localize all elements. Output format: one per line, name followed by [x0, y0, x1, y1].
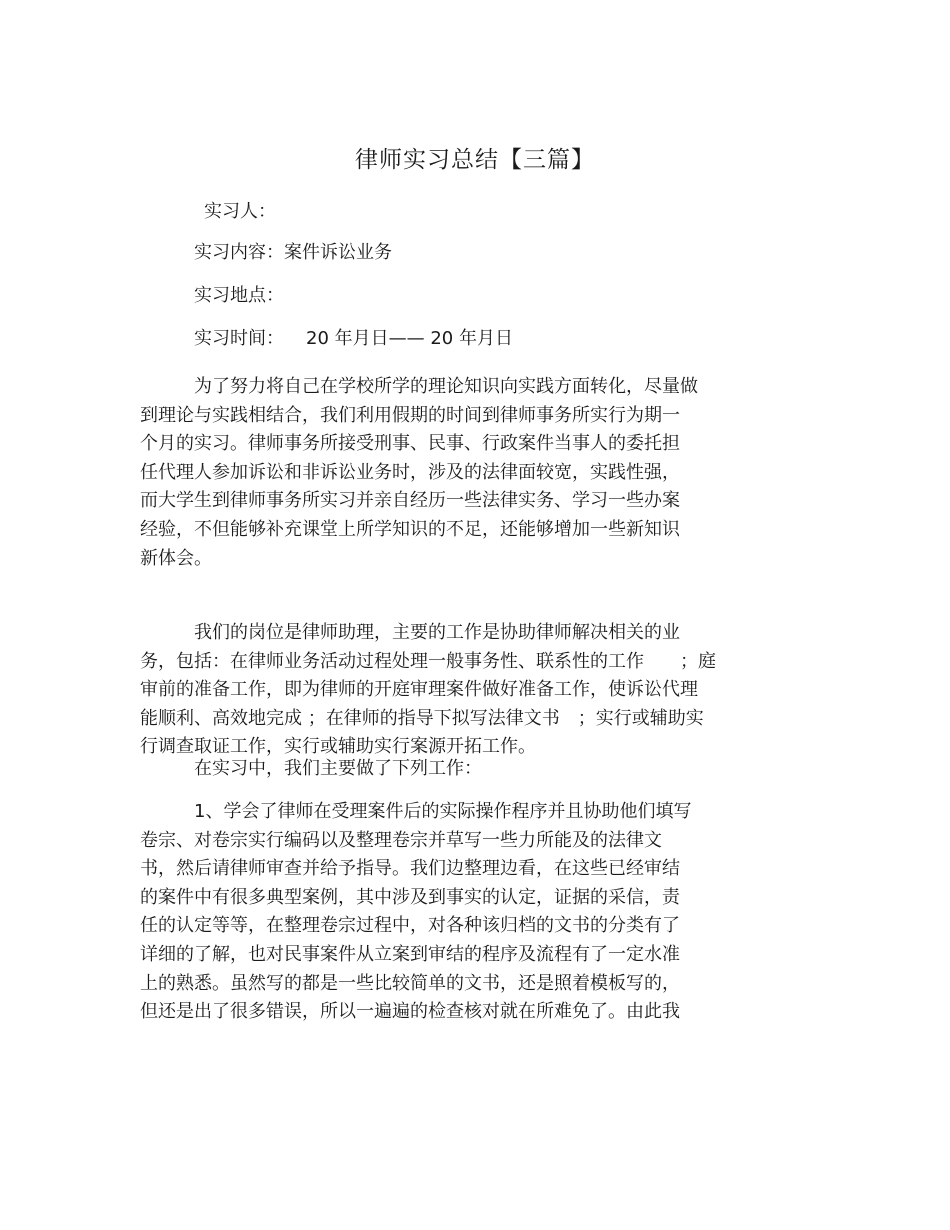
meta-time — [194, 326, 513, 352]
paragraph-line: 任代理人参加诉讼和非诉讼业务时，涉及的法律面较宽，实践性强， — [140, 461, 680, 483]
paragraph-4 — [140, 798, 691, 1027]
meta-content: 实习内容：案件诉讼业务 — [194, 242, 392, 263]
paragraph-line: 的案件中有很多典型案例，其中涉及到事实的认定，证据的采信，责 — [140, 886, 680, 908]
meta-time-label: 实习时间： — [194, 328, 284, 349]
paragraph-line: 为了努力将自己在学校所学的理论知识向实践方面转化，尽量做 — [194, 376, 698, 397]
meta-time-value: 20 年月日—— 20 年月日 — [306, 328, 513, 349]
paragraph-2 — [140, 619, 716, 762]
paragraph-line: 任的认定等等，在整理卷宗过程中，对各种该归档的文书的分类有了 — [140, 915, 680, 937]
paragraph-line: 但还是出了很多错误，所以一遍遍的检查核对就在所难免了。由此我 — [140, 1001, 680, 1023]
paragraph-line: 我们的岗位是律师助理，主要的工作是协助律师解决相关的业 — [194, 622, 680, 643]
paragraph-line: 能顺利、高效地完成 ；在律师的指导下拟写法律文书 ；实行或辅助实 — [140, 707, 704, 729]
paragraph-line: 审前的准备工作，即为律师的开庭审理案件做好准备工作，使诉讼代理 — [140, 679, 698, 701]
paragraph-line: 到理论与实践相结合，我们利用假期的时间到律师事务所实行为期一 — [140, 404, 680, 426]
paragraph-3 — [140, 755, 482, 784]
paragraph-line: 1、学会了律师在受理案件后的实际操作程序并且协助他们填写 — [194, 801, 692, 822]
document-title: 律师实习总结【三篇】 — [355, 147, 595, 173]
paragraph-line: 卷宗、对卷宗实行编码以及整理卷宗并草写一些力所能及的法律文 — [140, 829, 662, 851]
paragraph-line: 而大学生到律师事务所实习并亲自经历一些法律实务、学习一些办案 — [140, 490, 680, 512]
paragraph-line: 行调查取证工作，实行或辅助实行案源开拓工作。 — [140, 736, 536, 758]
meta-intern: 实习人： — [204, 201, 276, 222]
paragraph-line: 务，包括：在律师业务活动过程处理一般事务性、联系性的工作 ；庭 — [140, 650, 716, 672]
paragraph-line: 在实习中，我们主要做了下列工作： — [194, 758, 482, 779]
paragraph-line: 新体会。 — [140, 547, 212, 569]
paragraph-line: 详细的了解，也对民事案件从立案到审结的程序及流程有了一定水准 — [140, 943, 680, 965]
meta-location: 实习地点： — [194, 285, 284, 306]
paragraph-line: 书，然后请律师审查并给予指导。我们边整理边看，在这些已经审结 — [140, 858, 680, 880]
paragraph-1 — [140, 373, 698, 573]
paragraph-line: 个月的实习。律师事务所接受刑事、民事、行政案件当事人的委托担 — [140, 433, 680, 455]
paragraph-line: 上的熟悉。虽然写的都是一些比较简单的文书，还是照着模板写的， — [140, 972, 680, 994]
paragraph-line: 经验，不但能够补充课堂上所学知识的不足，还能够增加一些新知识 — [140, 518, 680, 540]
